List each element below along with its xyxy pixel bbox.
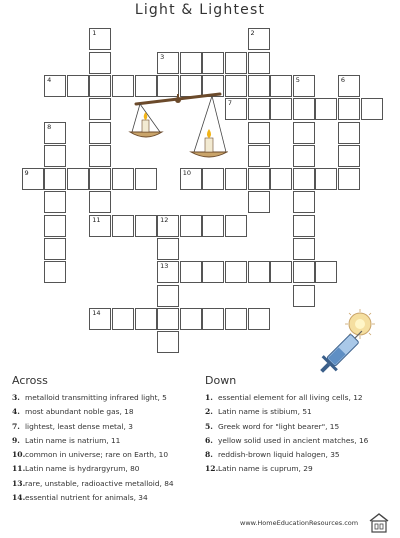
crossword-cell[interactable]	[135, 215, 157, 237]
crossword-cell[interactable]	[225, 98, 247, 120]
crossword-cell[interactable]	[315, 261, 337, 283]
clue-number: 12	[160, 215, 169, 224]
crossword-cell[interactable]	[248, 28, 270, 50]
crossword-cell[interactable]	[293, 191, 315, 213]
crossword-cell[interactable]	[180, 308, 202, 330]
clue-number: 6	[340, 75, 346, 84]
clue-across-9: 9. Latin name is natrium, 11	[12, 435, 121, 445]
down-clues	[205, 374, 395, 477]
crossword-cell[interactable]	[293, 215, 315, 237]
crossword-cell[interactable]	[338, 145, 360, 167]
crossword-cell[interactable]	[202, 261, 224, 283]
crossword-cell[interactable]	[270, 75, 292, 97]
crossword-cell[interactable]	[315, 168, 337, 190]
crossword-cell[interactable]	[89, 122, 111, 144]
crossword-cell[interactable]	[248, 261, 270, 283]
crossword-cell[interactable]	[135, 168, 157, 190]
crossword-cell[interactable]	[112, 308, 134, 330]
crossword-cell[interactable]	[180, 168, 202, 190]
crossword-cell[interactable]	[225, 168, 247, 190]
crossword-cell[interactable]	[180, 261, 202, 283]
clue-number: 7	[227, 99, 233, 108]
crossword-cell[interactable]	[89, 215, 111, 237]
crossword-cell[interactable]	[180, 52, 202, 74]
crossword-cell[interactable]	[202, 168, 224, 190]
crossword-cell[interactable]	[293, 145, 315, 167]
crossword-cell[interactable]	[44, 145, 66, 167]
crossword-cell[interactable]	[225, 308, 247, 330]
crossword-cell[interactable]	[338, 75, 360, 97]
crossword-cell[interactable]	[248, 191, 270, 213]
crossword-cell[interactable]	[157, 238, 179, 260]
crossword-cell[interactable]	[44, 75, 66, 97]
crossword-cell[interactable]	[248, 122, 270, 144]
crossword-cell[interactable]	[225, 215, 247, 237]
crossword-cell[interactable]	[361, 98, 383, 120]
crossword-cell[interactable]	[338, 98, 360, 120]
crossword-cell[interactable]	[270, 261, 292, 283]
page-title: Light & Lightest	[134, 2, 266, 18]
clue-down-1: 1. essential element for all living cells, 12	[205, 393, 363, 402]
crossword-cell[interactable]	[89, 52, 111, 74]
clue-down-6: 6. yellow solid used in ancient matches, 16	[205, 435, 369, 445]
clue-down-12: 12.Latin name is cuprum, 29	[205, 464, 313, 474]
crossword-cell[interactable]	[157, 308, 179, 330]
crossword-cell[interactable]	[157, 261, 179, 283]
crossword-cell[interactable]	[67, 168, 89, 190]
crossword-cell[interactable]	[44, 122, 66, 144]
crossword-cell[interactable]	[89, 168, 111, 190]
crossword-cell[interactable]	[157, 331, 179, 353]
crossword-cell[interactable]	[293, 168, 315, 190]
crossword-cell[interactable]	[89, 191, 111, 213]
crossword-cell[interactable]	[338, 168, 360, 190]
crossword-cell[interactable]	[44, 168, 66, 190]
crossword-cell[interactable]	[180, 215, 202, 237]
crossword-cell[interactable]	[293, 75, 315, 97]
crossword-cell[interactable]	[248, 308, 270, 330]
crossword-cell[interactable]	[157, 52, 179, 74]
clue-down-2: 2. Latin name is stibium, 51	[205, 407, 312, 417]
crossword-cell[interactable]	[293, 261, 315, 283]
clue-down-8: 8. reddish-brown liquid halogen, 35	[205, 450, 340, 460]
across-heading: Across	[12, 374, 48, 387]
crossword-cell[interactable]	[248, 145, 270, 167]
crossword-cell[interactable]	[225, 52, 247, 74]
syringe-light-icon	[310, 308, 385, 383]
clue-number: 8	[47, 122, 52, 131]
crossword-cell[interactable]	[89, 145, 111, 167]
crossword-cell[interactable]	[67, 75, 89, 97]
crossword-cell[interactable]	[293, 122, 315, 144]
crossword-cell[interactable]	[248, 75, 270, 97]
crossword-cell[interactable]	[157, 215, 179, 237]
clue-across-14: 14.essential nutrient for animals, 34	[12, 493, 148, 503]
clue-number: 14	[92, 308, 101, 317]
crossword-cell[interactable]	[202, 215, 224, 237]
clue-across-7: 7. lightest, least dense metal, 3	[12, 421, 133, 431]
clue-across-3: 3. metalloid transmitting infrared light, 5	[12, 393, 167, 402]
house-logo-icon	[369, 512, 389, 534]
site-footer: www.HomeEducationResources.com	[240, 519, 359, 527]
crossword-cell[interactable]	[22, 168, 44, 190]
clue-number: 1	[92, 29, 97, 38]
crossword-cell[interactable]	[44, 238, 66, 260]
crossword-cell[interactable]	[44, 215, 66, 237]
crossword-cell[interactable]	[89, 75, 111, 97]
crossword-cell[interactable]	[89, 98, 111, 120]
clue-number: 11	[92, 215, 101, 224]
crossword-cell[interactable]	[225, 75, 247, 97]
clue-across-11: 11.Latin name is hydrargyrum, 80	[12, 464, 140, 474]
crossword-cell[interactable]	[338, 122, 360, 144]
crossword-cell[interactable]	[202, 52, 224, 74]
crossword-cell[interactable]	[293, 285, 315, 307]
crossword-cell[interactable]	[157, 285, 179, 307]
clue-number: 10	[182, 169, 191, 178]
crossword-cell[interactable]	[248, 52, 270, 74]
clue-number: 5	[295, 75, 300, 84]
clue-number: 3	[160, 52, 165, 61]
crossword-cell[interactable]	[44, 191, 66, 213]
crossword-cell[interactable]	[112, 168, 134, 190]
crossword-cell[interactable]	[135, 308, 157, 330]
balance-scale-icon	[128, 90, 228, 170]
clue-across-13: 13.rare, unstable, radioactive metalloid, 84	[12, 478, 174, 488]
crossword-cell[interactable]	[89, 28, 111, 50]
clue-across-4: 4. most abundant noble gas, 18	[12, 407, 134, 417]
clue-across-10: 10.common in universe; rare on Earth, 10	[12, 450, 169, 460]
crossword-cell[interactable]	[202, 308, 224, 330]
clue-number: 13	[160, 262, 169, 271]
crossword-cell[interactable]	[44, 261, 66, 283]
crossword-cell[interactable]	[248, 168, 270, 190]
crossword-cell[interactable]	[248, 98, 270, 120]
crossword-cell[interactable]	[270, 98, 292, 120]
across-clues	[12, 374, 207, 505]
clue-down-5: 5. Greek word for "light bearer", 15	[205, 421, 340, 431]
crossword-cell[interactable]	[293, 98, 315, 120]
crossword-cell[interactable]	[89, 308, 111, 330]
crossword-cell[interactable]	[270, 168, 292, 190]
crossword-cell[interactable]	[293, 238, 315, 260]
clue-number: 2	[250, 29, 255, 38]
clue-number: 9	[24, 169, 29, 178]
crossword-cell[interactable]	[225, 261, 247, 283]
crossword-cell[interactable]	[112, 215, 134, 237]
down-heading: Down	[205, 374, 237, 387]
clue-number: 4	[47, 75, 52, 84]
crossword-cell[interactable]	[315, 98, 337, 120]
